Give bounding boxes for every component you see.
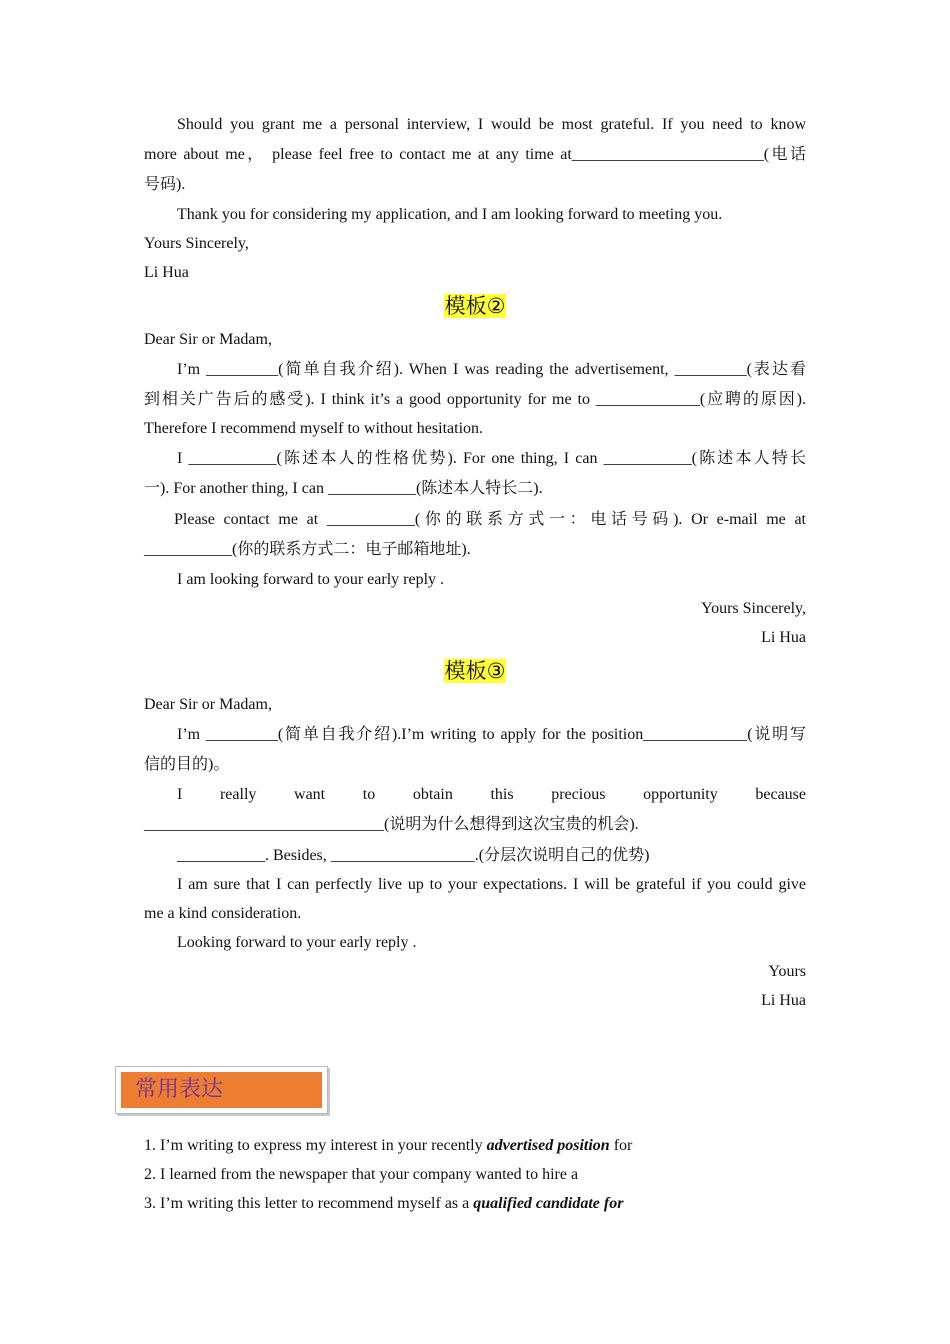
template3-line5: ___________. Besides, __________________.(分层次说明自己的优势) xyxy=(177,847,650,864)
template3-line1: I’m _________(简单自我介绍).I’m writing to apply for the position_____________(说明写 xyxy=(177,726,806,743)
template1-paragraph1-line3: 号码). xyxy=(144,176,186,193)
template3-line6: I am sure that I can perfectly live up to your expectations. I will be grateful if you could give xyxy=(177,876,806,893)
template2-greeting: Dear Sir or Madam, xyxy=(144,331,272,348)
expression-item-1 xyxy=(144,1135,806,1157)
template3-line4: ______________________________(说明为什么想得到这次宝贵的机会). xyxy=(144,816,639,833)
template2-line6: Please contact me at ___________(你的联系方式一：电话号码). Or e-mail me at xyxy=(174,511,806,528)
template1-paragraph1-line2: more about me， please feel free to contact me at any time at________________________(电话 xyxy=(144,146,806,163)
template3-closing: Yours xyxy=(768,963,806,980)
template3-heading: 模板③ xyxy=(444,659,506,683)
template3-heading-wrap xyxy=(144,658,806,687)
template2-line4: I ___________(陈述本人的性格优势). For one thing, I can ___________(陈述本人特长 xyxy=(177,450,806,467)
expression-1-emphasis: advertised position xyxy=(486,1137,610,1154)
template2-line1: I’m _________(简单自我介绍). When I was reading the advertisement, _________(表达看 xyxy=(177,361,806,378)
template1-closing: Yours Sincerely, xyxy=(144,235,249,252)
template2-line3: Therefore I recommend myself to without hesitation. xyxy=(144,420,484,437)
expression-item-3 xyxy=(144,1193,806,1215)
template3-greeting: Dear Sir or Madam, xyxy=(144,696,272,713)
template2-closing: Yours Sincerely, xyxy=(701,600,806,617)
template3-line7: me a kind consideration. xyxy=(144,905,302,922)
template3-line8: Looking forward to your early reply . xyxy=(177,934,417,951)
expression-1-post: for xyxy=(609,1137,633,1154)
template2-line5: 一). For another thing, I can ___________(陈述本人特长二). xyxy=(144,480,543,497)
template2-line8: I am looking forward to your early reply . xyxy=(177,571,445,588)
template2-heading-wrap xyxy=(144,293,806,322)
expressions-section-box xyxy=(115,1066,328,1114)
template2-signature: Li Hua xyxy=(761,629,806,646)
template3-line2: 信的目的)。 xyxy=(144,756,230,773)
expression-item-2 xyxy=(144,1164,806,1186)
template1-signature: Li Hua xyxy=(144,264,189,281)
template1-paragraph2: Thank you for considering my application, and I am looking forward to meeting you. xyxy=(177,206,723,223)
expression-1-pre: 1. I’m writing to express my interest in your recently xyxy=(144,1137,487,1154)
expression-2-pre: 2. I learned from the newspaper that your company wanted to hire a xyxy=(144,1166,579,1183)
template2-line2: 到相关广告后的感受). I think it’s a good opportunity for me to _____________(应聘的原因). xyxy=(144,391,806,408)
expressions-section-title: 常用表达 xyxy=(121,1072,322,1108)
template2-line7: ___________(你的联系方式二：电子邮箱地址). xyxy=(144,541,471,558)
template3-signature: Li Hua xyxy=(761,992,806,1009)
template3-line3: I really want to obtain this precious opportunity because xyxy=(177,786,806,803)
expression-3-emphasis: qualified candidate for xyxy=(473,1195,624,1212)
template2-heading: 模板② xyxy=(444,294,506,318)
expression-3-pre: 3. I’m writing this letter to recommend myself as a xyxy=(144,1195,474,1212)
template1-paragraph1-line1: Should you grant me a personal interview, I would be most grateful. If you need to know xyxy=(177,116,806,133)
